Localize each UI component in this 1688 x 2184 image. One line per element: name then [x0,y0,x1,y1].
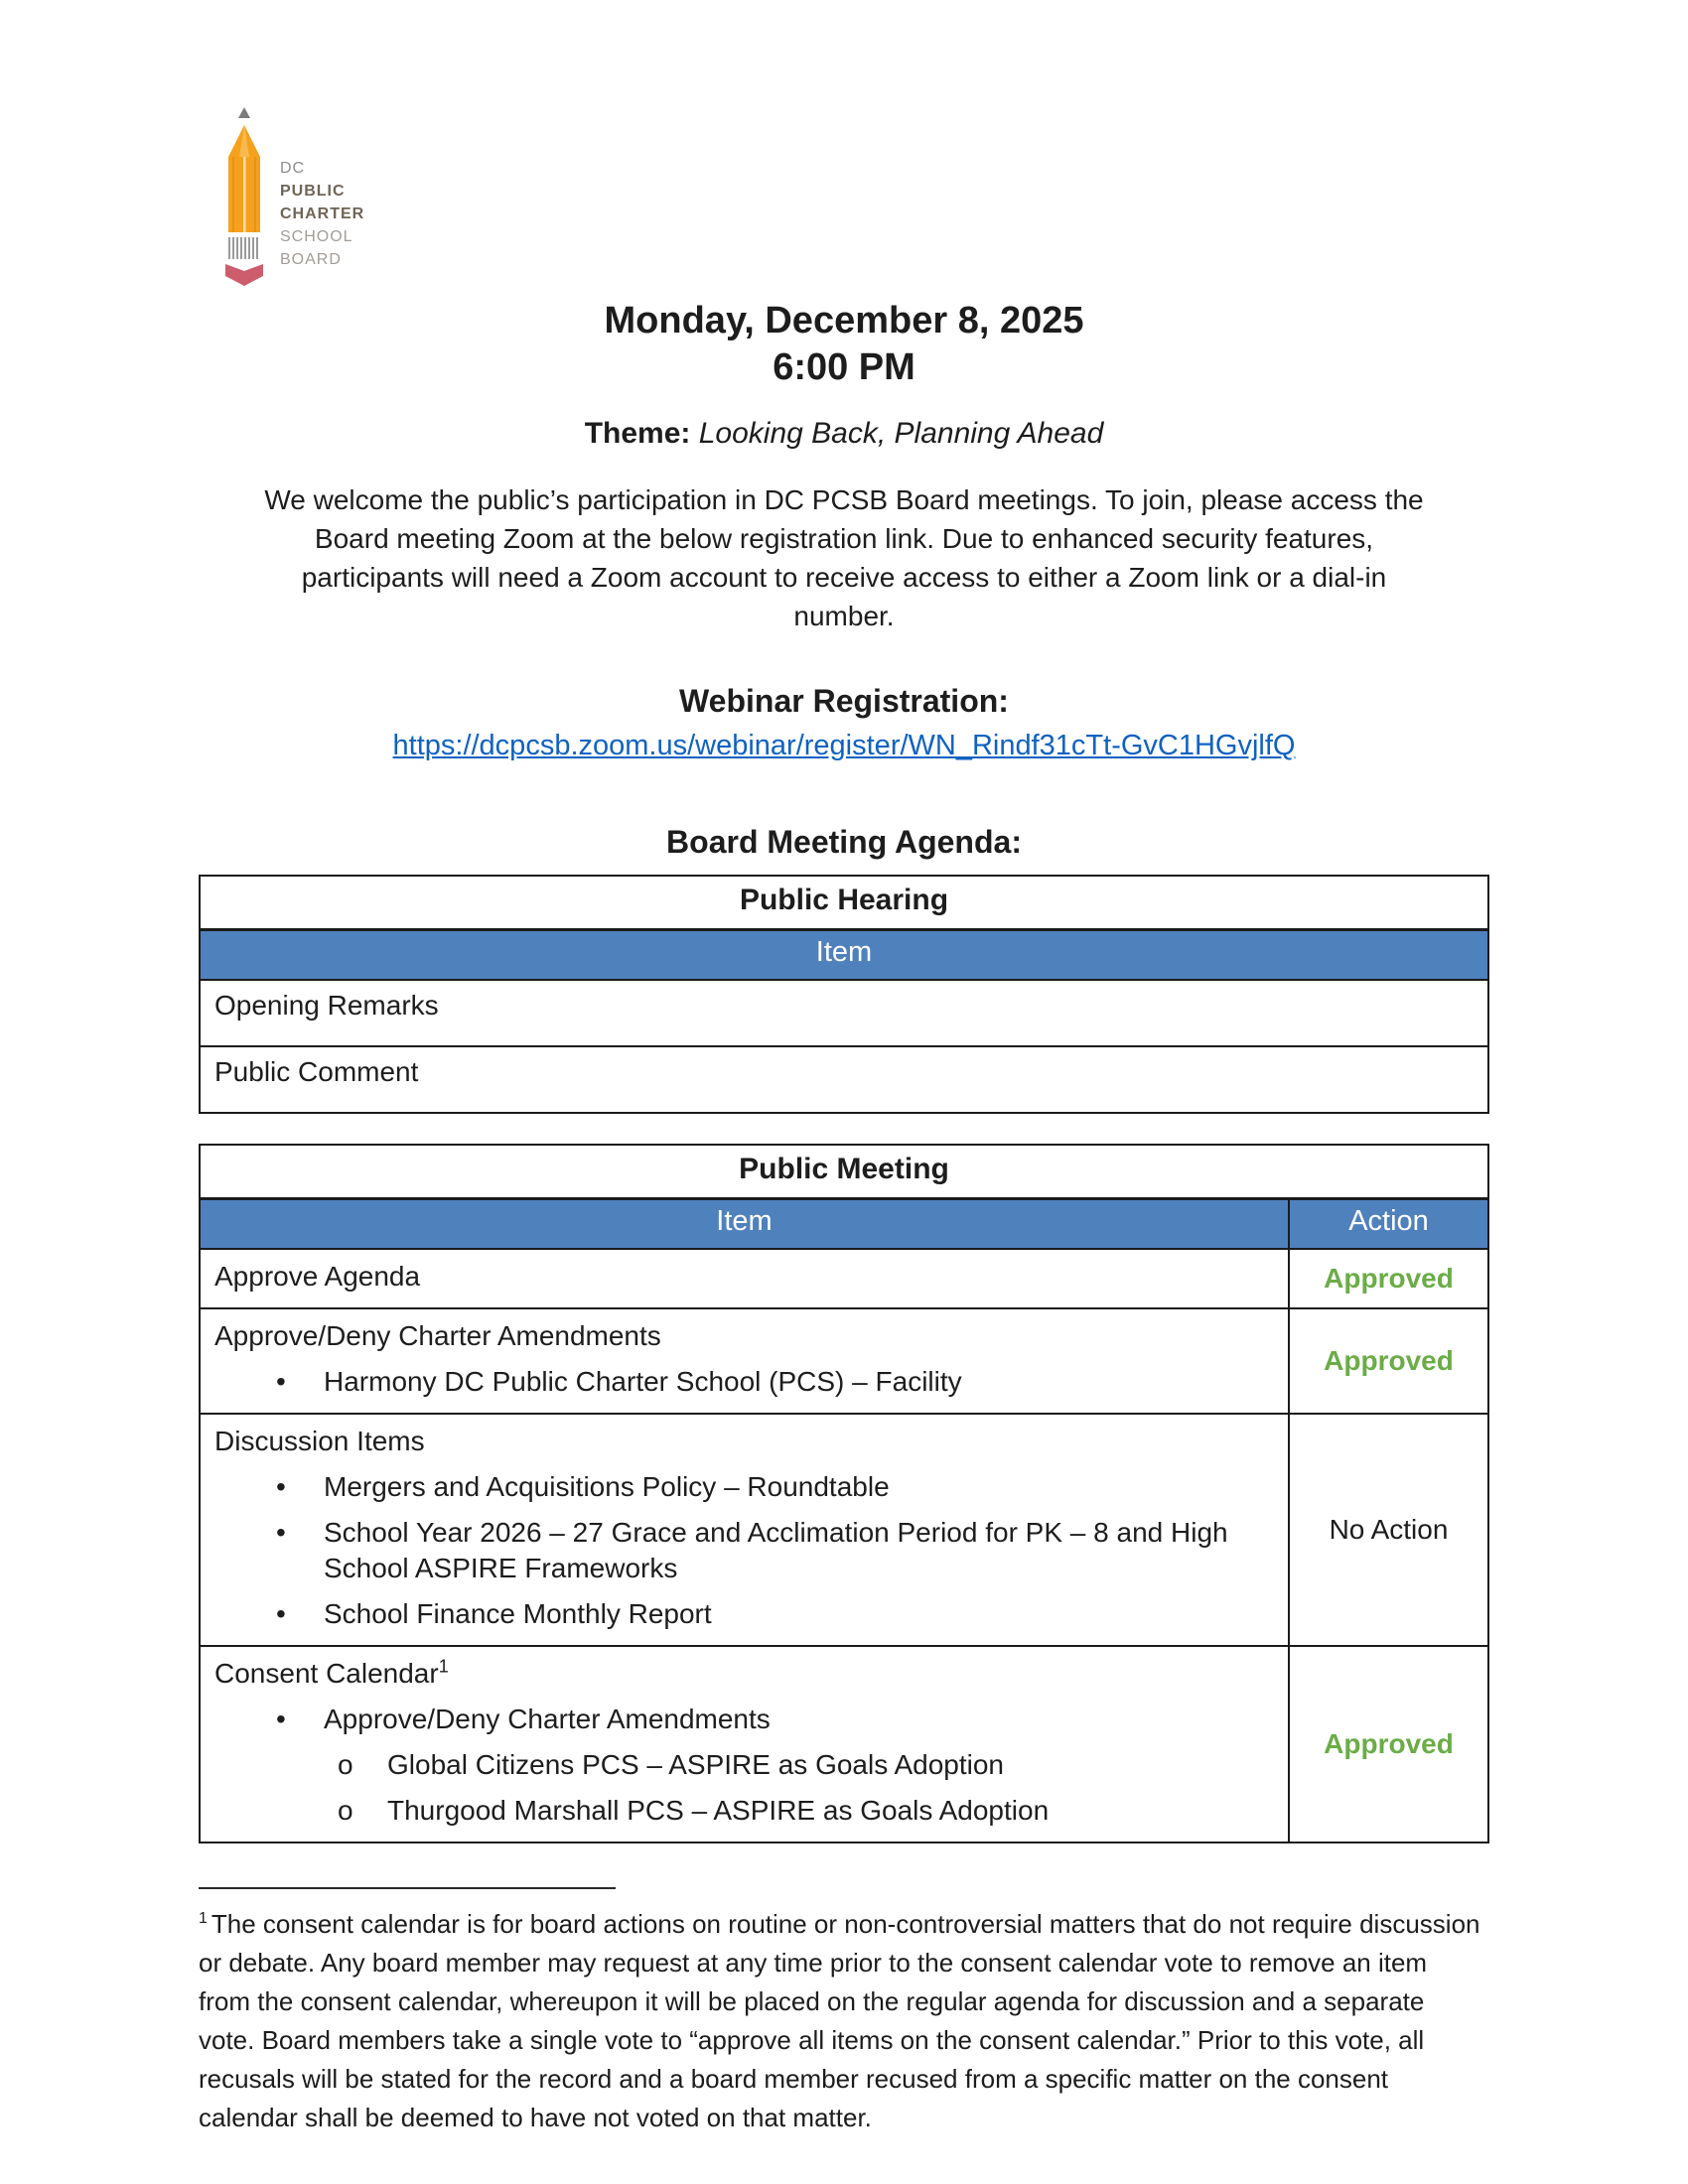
pencil-icon [220,105,268,290]
agenda-item-line [214,1318,1274,1354]
item-cell [200,1414,1289,1646]
agenda-item-line [214,1793,1274,1829]
bullet-icon: • [276,1517,286,1548]
table-row [200,1414,1488,1646]
footnote-marker: 1 [199,1910,208,1928]
meeting-date: Monday, December 8, 2025 [604,300,1084,341]
agenda-item-line [214,1656,1274,1692]
action-cell [1289,1646,1488,1843]
agenda-item-text: Global Citizens PCS – ASPIRE as Goals Adoption [387,1749,1004,1780]
table-title-row [200,876,1488,930]
dc-pcsb-logo [220,105,1489,296]
agenda-item-line [214,1747,1274,1783]
theme-value: Looking Back, Planning Ahead [698,417,1104,450]
action-status: Approved [1324,1263,1454,1294]
logo-line-board: BOARD [280,251,342,268]
table-row [200,1046,1488,1113]
agenda-item-text: Thurgood Marshall PCS – ASPIRE as Goals Adoption [387,1795,1050,1826]
logo-line-school: SCHOOL [280,228,353,245]
table-title-row [200,1145,1488,1199]
bullet-icon: • [276,1471,286,1502]
item-cell [200,1308,1289,1414]
meeting-title-block [199,298,1489,391]
table-row [200,980,1488,1046]
logo-line-public: PUBLIC [280,183,346,200]
footnote-body: The consent calendar is for board actions on routine or non-controversial matters that do not require discussion or debate. Any board member may request at any time prior to the consent calendar vote to remove an item from the consent calendar, whereupon it will be placed on the regular agenda for discussion and a separate vote. Board members take a single vote to “approve all items on the consent calendar.” Prior to this vote, all recusals will be stated for the record and a board member recused from a specific matter on the consent calendar shall be deemed to have not voted on that matter. [199,1909,1480,2132]
table-header-row [200,930,1488,981]
logo-wordmark [280,157,364,271]
agenda-item-line [214,1702,1274,1737]
public-hearing-table [199,875,1489,1114]
bullet-icon: • [276,1366,286,1397]
agenda-item-text: Approve Agenda [214,1261,421,1292]
agenda-item-line [214,1364,1274,1400]
item-column-header: Item [200,1199,1289,1250]
agenda-item-text: Discussion Items [214,1426,425,1456]
action-cell [1289,1308,1488,1414]
agenda-item-line [214,1259,1274,1295]
item-cell [200,1249,1289,1308]
action-cell [1289,1249,1488,1308]
table-header-row [200,1199,1488,1250]
logo-line-charter: CHARTER [280,205,365,222]
welcome-paragraph: We welcome the public’s participation in DC PCSB Board meetings. To join, please access the Board meeting Zoom at the below registration link. Due to enhanced security features, participants will need a Zoom account to receive access to either a Zoom link or a dial-in number. [264,484,1424,631]
agenda-item-text: Mergers and Acquisitions Policy – Roundtable [324,1471,890,1502]
agenda-item-line [214,1469,1274,1505]
action-cell [1289,1414,1488,1646]
action-status: No Action [1329,1514,1449,1545]
public-hearing-title: Public Hearing [200,876,1488,930]
meeting-time: 6:00 PM [773,346,915,388]
footnote-text [199,1905,1484,2137]
agenda-item-line [214,1515,1274,1586]
agenda-item-text: Consent Calendar$^1$ [214,1656,449,1689]
public-meeting-title: Public Meeting [200,1145,1488,1199]
webinar-registration-heading: Webinar Registration: [679,683,1009,719]
action-status: Approved [1324,1345,1454,1376]
item-column-header: Item [200,930,1488,981]
webinar-registration-link[interactable]: https://dcpcsb.zoom.us/webinar/register/WN_Rindf31cTt-GvC1HGvjlfQ [392,730,1296,761]
agenda-item-text: School Finance Monthly Report [324,1598,712,1629]
item-cell: Opening Remarks [200,980,1488,1046]
table-row [200,1646,1488,1843]
theme-line [199,417,1489,451]
public-meeting-table [199,1144,1489,1843]
item-cell [200,1646,1289,1843]
agenda-item-line [214,1596,1274,1632]
agenda-item-text: Approve/Deny Charter Amendments [324,1704,771,1734]
circle-bullet-icon: o [338,1749,353,1780]
action-column-header: Action [1289,1199,1488,1250]
agenda-item-line [214,1424,1274,1459]
item-cell: Public Comment [200,1046,1488,1113]
agenda-item-text: School Year 2026 – 27 Grace and Acclimation Period for PK – 8 and High School ASPIRE Frameworks [324,1517,1228,1583]
bullet-icon: • [276,1704,286,1734]
agenda-item-text: Approve/Deny Charter Amendments [214,1320,661,1351]
action-status: Approved [1324,1728,1454,1759]
table-row [200,1249,1488,1308]
table-row [200,1308,1488,1414]
footnote-separator [199,1887,616,1889]
theme-label: Theme: [584,417,691,450]
bullet-icon: • [276,1598,286,1629]
agenda-item-text: Harmony DC Public Charter School (PCS) – Facility [324,1366,962,1397]
logo-line-dc: DC [280,160,306,177]
webinar-link-line [199,730,1489,762]
board-meeting-agenda-heading: Board Meeting Agenda: [666,824,1022,860]
circle-bullet-icon: o [338,1795,353,1826]
